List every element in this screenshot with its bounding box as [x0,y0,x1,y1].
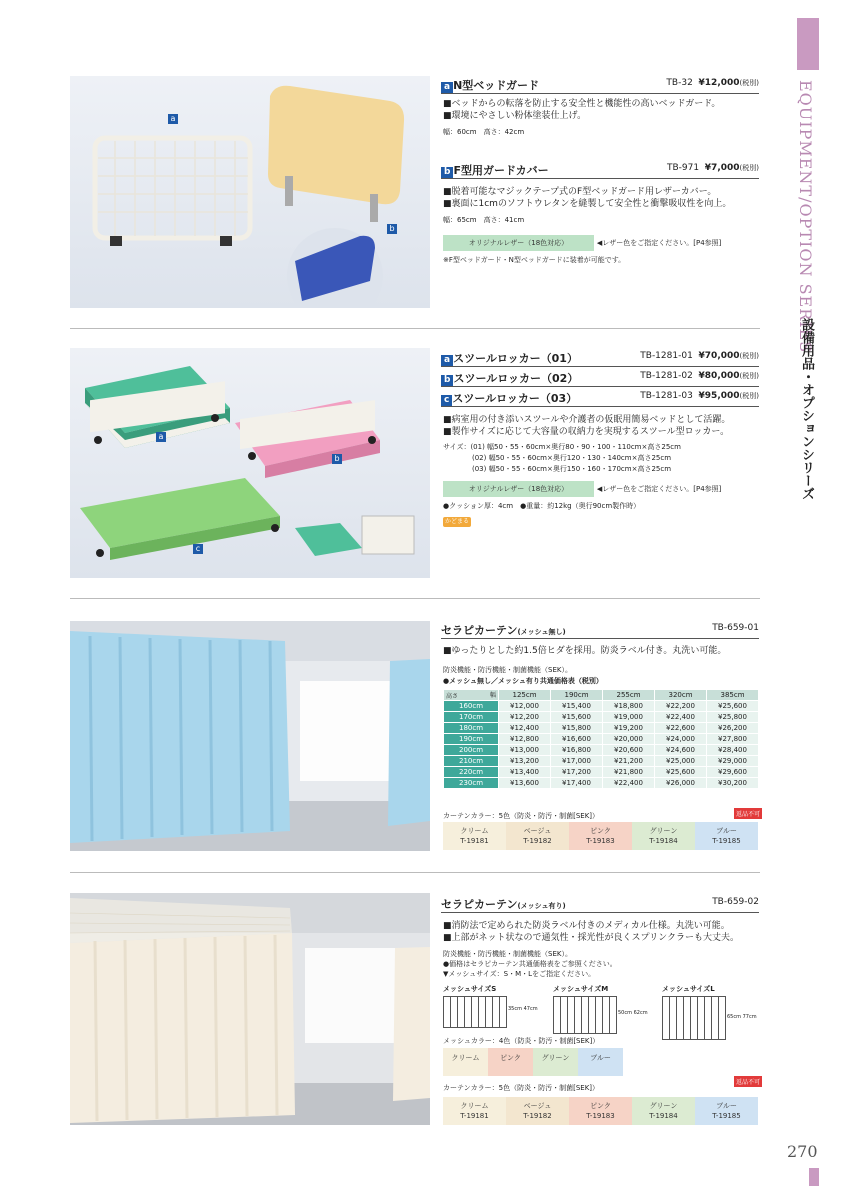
color-swatch [443,822,506,850]
photo-tag-b: b [387,224,397,234]
mesh-size-m-diagram [553,996,617,1034]
product-name: スツールロッカー（03） [452,392,578,405]
swatch-code: T-19184 [649,1112,678,1120]
table-corner: 幅 高さ [444,690,499,701]
mesh-size-m-label: メッシュサイズM [553,985,609,993]
price-cell: ¥29,000 [707,756,759,767]
price-cell: ¥13,000 [499,745,551,756]
leather-note: ◀レザー色をご指定ください。[P4参照] [596,239,722,247]
photo-tag-b: b [332,454,342,464]
color-swatch [695,1097,758,1125]
mesh-size-s-label: メッシュサイズS [443,985,497,993]
mesh-size-l-diagram [662,996,726,1040]
price-cell: ¥19,200 [603,723,655,734]
photo-tag-a: a [156,432,166,442]
product-name: スツールロッカー（01） [453,352,578,365]
swatch-name: クリーム [460,827,489,835]
column-header: 320cm [655,690,707,701]
curtain-photo [70,621,430,851]
mesh-size-l-dims: 65cm 77cm [727,1014,757,1020]
swatch-name: ブルー [716,1102,737,1110]
product-code: TB-1281-02 [640,371,693,381]
mesh-curtain-illustration [70,893,430,1125]
table-row [444,701,759,712]
product-name: F型用ガードカバー [453,164,549,177]
description: ■病室用の付き添いスツールや介護者の仮眠用簡易ベッドとして活躍。 ■製作サイズに応じて大容量の収納力を実現するスツール型ロッカー。 [443,415,731,437]
description: ■消防法で定められた防炎ラベル付きのメディカル仕様。丸洗い可能。 ■上部がネット状なので通気性・採光性が良くスプリンクラーも大丈夫。 [443,921,739,943]
swatch-name: ピンク [590,1102,611,1110]
row-header: 210cm [444,756,499,767]
size-list: サイズ：(01) 幅50・55・60cm×奥行80・90・100・110cm×高さ25cm (02) 幅50・55・60cm×奥行120・130・140cm×高さ25cm (03) 幅50・55・60cm×奥行150・160・170cm×高さ25cm [443,443,681,473]
swatch-code: T-19182 [523,1112,552,1120]
photo-tag-c: c [193,544,203,554]
photo-tag-a: a [168,114,178,124]
description: ■脱着可能なマジックテープ式のF型ベッドガード用レザーカバー。 ■裏面に1cmのソフトウレタンを縫製して安全性と衝撃吸収性を向上。 幅：65cm 高さ：41cm [443,187,732,224]
color-swatch [632,822,695,850]
swatch-code: T-19184 [649,837,678,845]
price-cell: ¥12,400 [499,723,551,734]
price-cell: ¥24,600 [655,745,707,756]
row-header: 170cm [444,712,499,723]
table-row [444,745,759,756]
mesh-size-s-diagram [443,996,507,1028]
price-cell: ¥15,800 [551,723,603,734]
price-cell: ¥26,000 [655,778,707,789]
price-cell: ¥22,400 [603,778,655,789]
swatch-code: T-19183 [586,1112,615,1120]
functions: 防炎機能・防汚機能・制菌機能（SEK）。 [443,666,572,674]
mesh-curtain-photo [70,893,430,1125]
page-color-bar [809,1168,819,1186]
specs: ●クッション厚：4cm ●重量：約12kg（奥行90cm製作時） [443,502,641,510]
price-table [443,689,759,789]
row-header: 220cm [444,767,499,778]
price-cell: ¥20,000 [603,734,655,745]
row-header: 180cm [444,723,499,734]
product-code: TB-1281-01 [640,351,693,361]
item-tag: b [441,167,453,178]
price-cell: ¥12,000 [499,701,551,712]
colors-label: カーテンカラー：5色（防炎・防汚・制菌[SEK]） [443,1084,600,1092]
product-code: TB-659-01 [712,623,759,633]
price-cell: ¥12,200 [499,712,551,723]
swatch-name: ブルー [716,827,737,835]
price-cell: ¥12,800 [499,734,551,745]
product-title-row [441,390,759,407]
price-cell: ¥20,600 [603,745,655,756]
colors-label: カーテンカラー：5色（防炎・防汚・制菌[SEK]） [443,812,600,820]
color-swatch [578,1048,623,1076]
price-cell: ¥21,800 [603,767,655,778]
curtain-illustration [70,621,430,851]
product-name-sub: (メッシュ無し) [517,628,566,636]
product-title-row [441,350,759,367]
row-header: 160cm [444,701,499,712]
price-cell: ¥16,600 [551,734,603,745]
swatch-name: ピンク [500,1054,521,1062]
footnote: ※F型ベッドガード・N型ベッドガードに装着が可能です。 [443,256,626,264]
price-cell: ¥25,800 [707,712,759,723]
color-swatch [695,822,758,850]
price-cell: ¥29,600 [707,767,759,778]
stool-locker-illustration [70,348,430,578]
price-cell: ¥17,400 [551,778,603,789]
price-cell: ¥27,800 [707,734,759,745]
price-cell: ¥17,000 [551,756,603,767]
price-cell: ¥25,000 [655,756,707,767]
product-title-row [441,622,759,639]
price-cell: ¥17,200 [551,767,603,778]
column-header: 190cm [551,690,603,701]
mesh-size-l-label: メッシュサイズL [662,985,715,993]
swatch-code: T-19181 [460,1112,489,1120]
tax-label: (税別) [739,79,759,87]
price-cell: ¥22,400 [655,712,707,723]
tax-label: (税別) [739,352,759,360]
price-cell: ¥30,200 [707,778,759,789]
table-row [444,778,759,789]
column-header: 255cm [603,690,655,701]
swatch-name: グリーン [649,1102,678,1110]
table-row [444,712,759,723]
color-swatch [443,1097,506,1125]
item-tag: a [441,82,453,93]
swatch-code: T-19183 [586,837,615,845]
color-swatch [569,822,632,850]
section-divider [70,328,760,329]
color-swatch [506,1097,569,1125]
table-row [444,756,759,767]
swatch-code: T-19185 [712,837,741,845]
tax-label: (税別) [739,372,759,380]
color-swatches [443,822,758,850]
price-cell: ¥19,000 [603,712,655,723]
color-swatch [443,1048,488,1076]
leather-label: オリジナルレザー（18色対応） [443,481,594,497]
color-swatch [506,822,569,850]
bed-guard-photo [70,76,430,308]
tax-label: (税別) [739,392,759,400]
product-title-row [441,370,759,387]
product-price: ¥80,000 [698,371,740,381]
side-title-en: EQUIPMENT/OPTION SERIES [796,80,815,354]
leather-label: オリジナルレザー（18色対応） [443,235,594,251]
price-cell: ¥25,600 [707,701,759,712]
mesh-size-m-dims: 50cm 62cm [618,1010,648,1016]
swatch-code: T-19182 [523,837,552,845]
swatch-name: グリーン [541,1054,570,1062]
price-cell: ¥25,600 [655,767,707,778]
swatch-code: T-19185 [712,1112,741,1120]
table-row [444,734,759,745]
swatch-name: クリーム [451,1054,480,1062]
product-code: TB-1281-03 [640,391,693,401]
price-cell: ¥15,600 [551,712,603,723]
price-cell: ¥18,800 [603,701,655,712]
product-title-row [441,896,759,913]
color-swatches [443,1097,758,1125]
price-table-title: ●メッシュ無し／メッシュ有り共通価格表（税別） [443,677,603,685]
price-cell: ¥28,400 [707,745,759,756]
product-code: TB-32 [666,78,693,88]
product-name: セラピカーテン [441,624,518,637]
row-header: 200cm [444,745,499,756]
price-cell: ¥13,600 [499,778,551,789]
swatch-code: T-19181 [460,837,489,845]
column-header: 385cm [707,690,759,701]
color-swatch [488,1048,533,1076]
leather-row [443,481,721,497]
price-cell: ¥13,400 [499,767,551,778]
item-tag: c [441,395,452,406]
price-cell: ¥21,200 [603,756,655,767]
mesh-colors-label: メッシュカラー：4色（防炎・防汚・制菌[SEK]） [443,1037,600,1045]
product-price: ¥70,000 [698,351,740,361]
product-price: ¥7,000 [704,163,740,173]
kadomaru-badge: かどまる [444,518,469,525]
price-cell: ¥13,200 [499,756,551,767]
swatch-name: ベージュ [523,827,552,835]
swatch-name: ピンク [590,827,611,835]
color-swatch [569,1097,632,1125]
price-cell: ¥26,200 [707,723,759,734]
product-name-sub: (メッシュ有り) [517,902,566,910]
row-header: 190cm [444,734,499,745]
product-code: TB-971 [666,163,700,173]
price-cell: ¥22,200 [655,701,707,712]
page-number: 270 [787,1142,818,1161]
mesh-color-swatches [443,1048,623,1076]
leather-row [443,235,721,251]
price-cell: ¥22,600 [655,723,707,734]
description: ■ベッドからの転落を防止する安全性と機能性の高いベッドガード。 ■環境にやさしい粉体塗装仕上げ。 幅：60cm 高さ：42cm [443,99,721,136]
section-divider [70,872,760,873]
item-tag: a [441,355,453,366]
product-code: TB-659-02 [712,897,759,907]
table-row [444,767,759,778]
product-name: セラピカーテン [441,898,518,911]
section-divider [70,598,760,599]
swatch-name: ブルー [590,1054,611,1062]
price-cell: ¥16,800 [551,745,603,756]
product-name: N型ベッドガード [453,79,539,92]
side-color-bar [797,18,819,70]
swatch-name: クリーム [460,1102,489,1110]
price-cell: ¥15,400 [551,701,603,712]
no-return-badge: 返品不可 [734,808,762,819]
product-price: ¥12,000 [698,78,740,88]
stool-locker-photo [70,348,430,578]
leather-note: ◀レザー色をご指定ください。[P4参照] [596,485,722,493]
price-cell: ¥24,000 [655,734,707,745]
color-swatch [533,1048,578,1076]
mesh-size-s-dims: 35cm 47cm [508,1006,538,1012]
product-title-row [441,162,759,179]
mesh-notes: 防炎機能・防汚機能・制菌機能（SEK）。 ●価格はセラピカーテン共通価格表をご参照ください。 ▼メッシュサイズ：S・M・Lをご指定ください。 [443,950,617,978]
product-title-row [441,77,759,94]
item-tag: b [441,375,453,386]
description: ■ゆったりとした約1.5倍ヒダを採用。防炎ラベル付き。丸洗い可能。 [443,646,727,656]
column-header: 125cm [499,690,551,701]
product-price: ¥95,000 [698,391,740,401]
table-row [444,723,759,734]
side-title-jp: 設備用品・オプションシリーズ [799,318,814,500]
swatch-name: ベージュ [523,1102,552,1110]
swatch-name: グリーン [649,827,678,835]
row-header: 230cm [444,778,499,789]
no-return-badge: 返品不可 [734,1076,762,1087]
color-swatch [632,1097,695,1125]
product-name: スツールロッカー（02） [453,372,579,385]
tax-label: (税別) [739,164,759,172]
bed-guard-illustration [70,76,430,308]
